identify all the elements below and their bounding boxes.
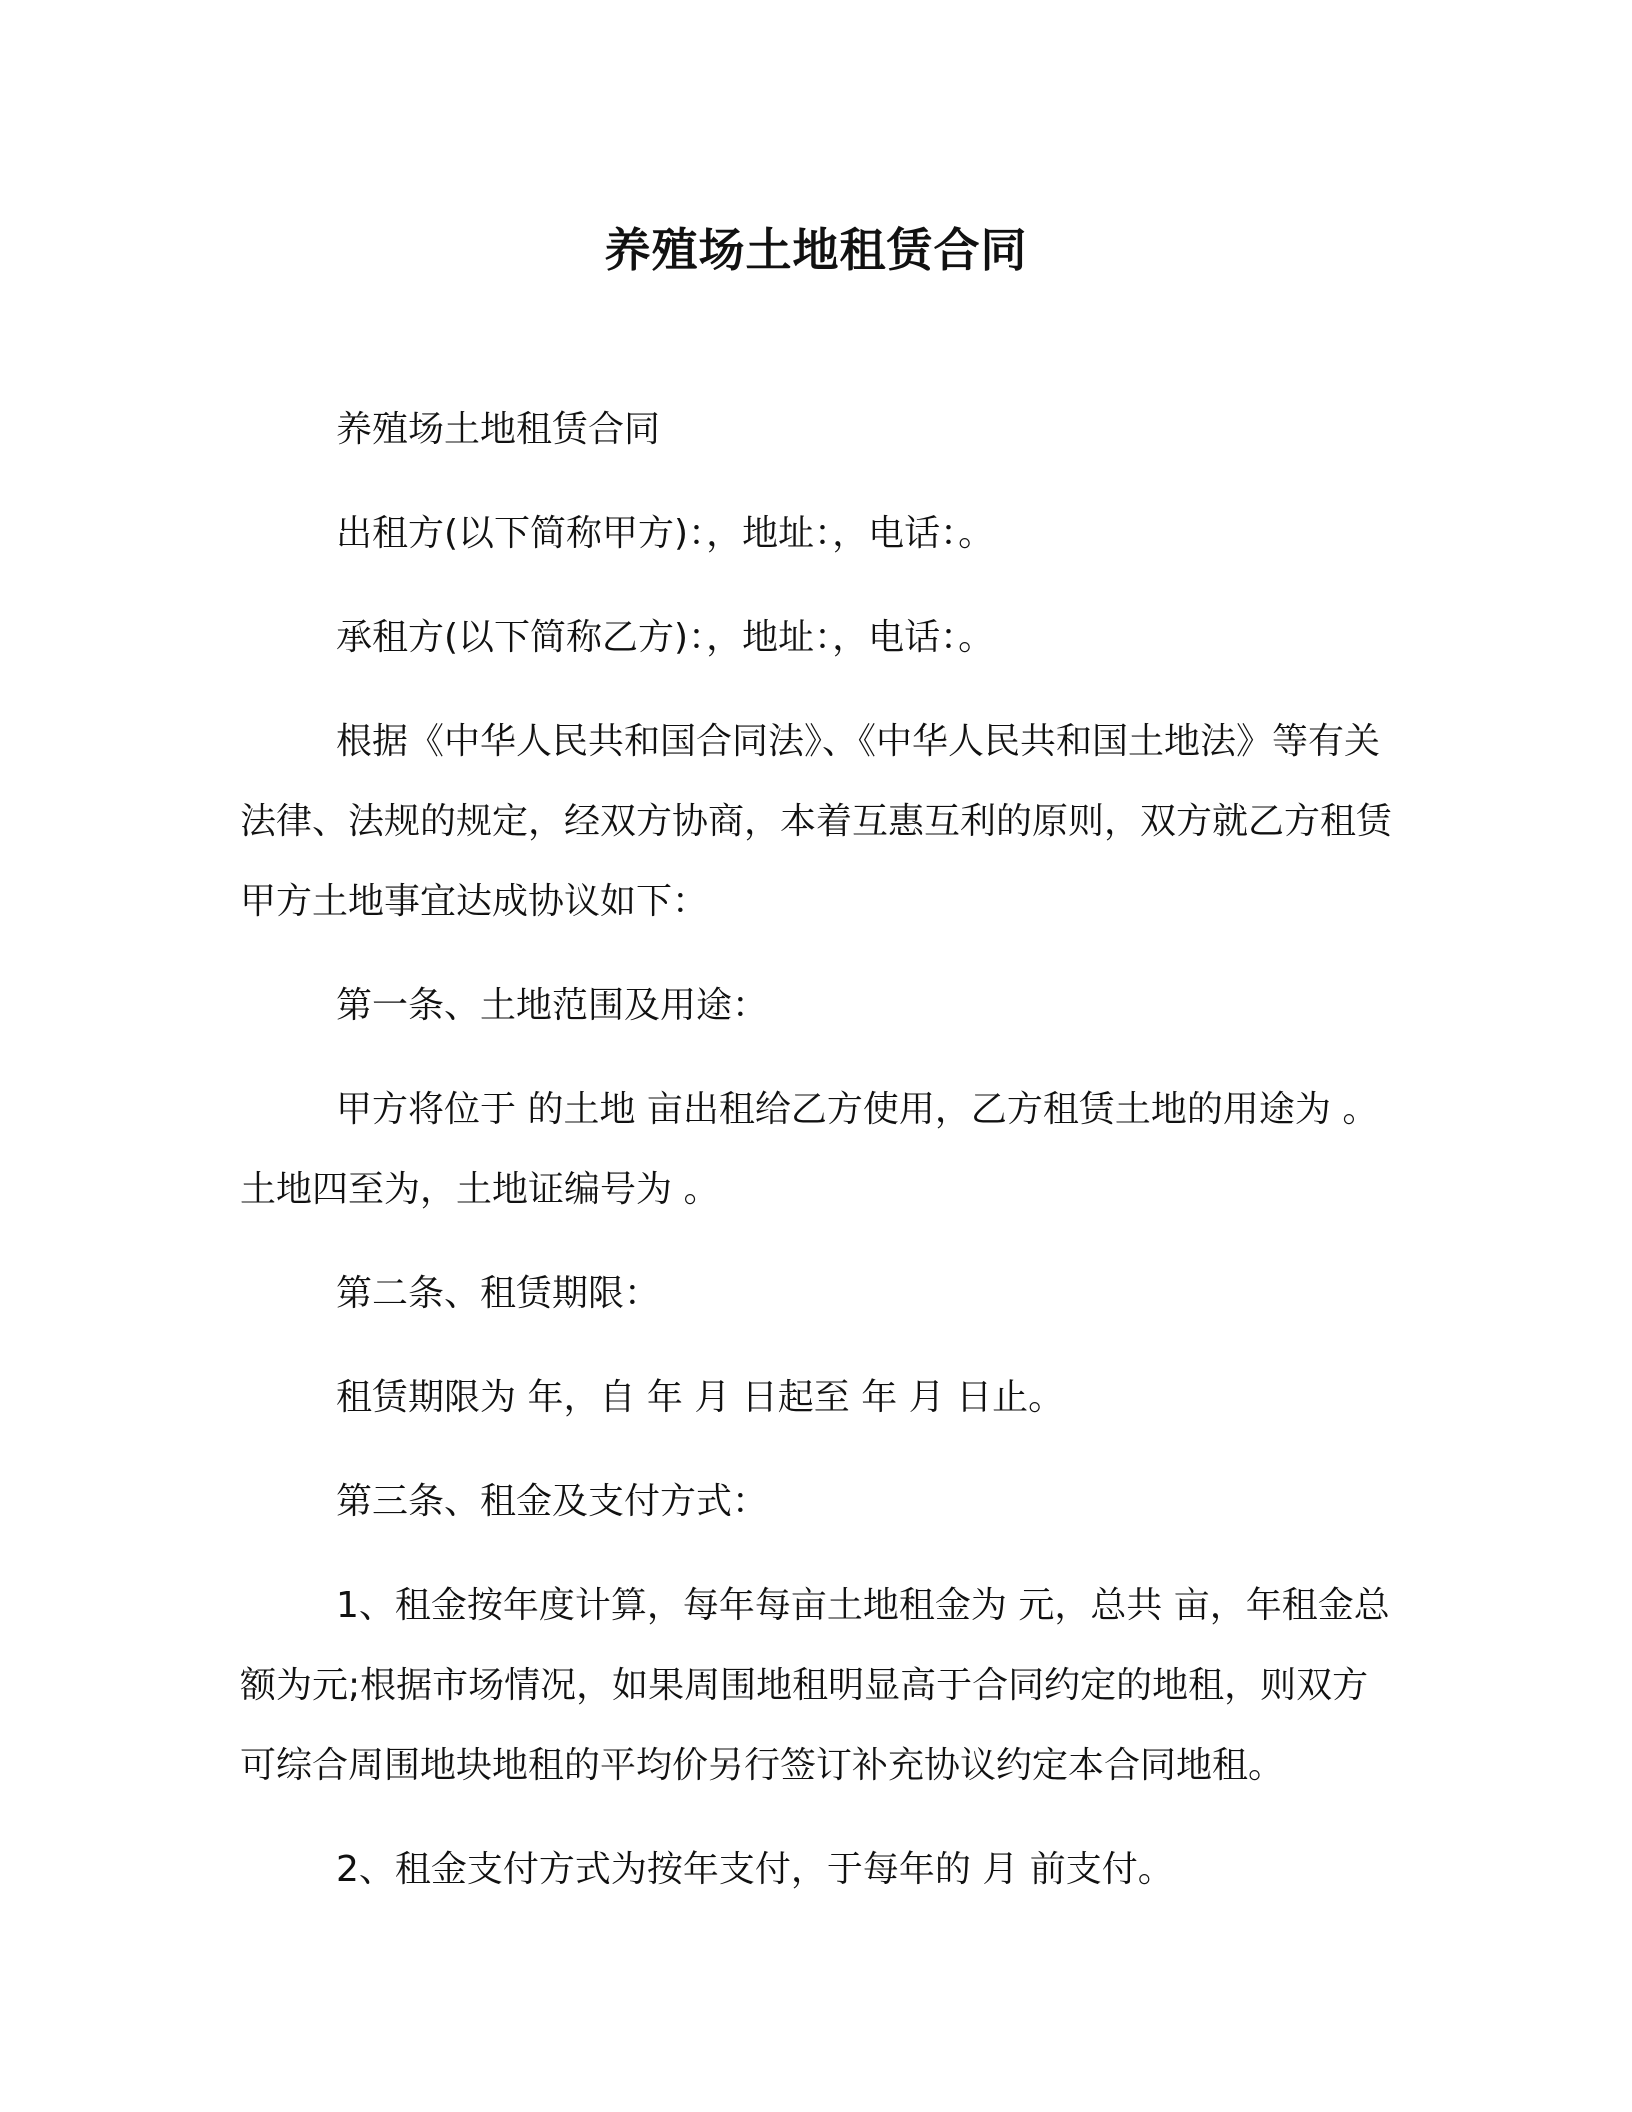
article-two-paragraph: 租赁期限为 年，自 年 月 日起至 年 月 日止。 — [336, 1377, 1065, 1418]
subtitle-paragraph: 养殖场土地租赁合同 — [336, 409, 661, 450]
article-one-heading: 第一条、土地范围及用途： — [336, 985, 769, 1026]
rent-calculation-paragraph: 1、租金按年度计算，每年每亩土地租金为 元，总共 亩，年租金总额为元;根据市场情况，如果周围地租明显高于合同约定的地租，则双方可综合周围地块地租的平均价另行签订补充协议约定本合同地租。 — [240, 1585, 1390, 1786]
lessor-paragraph: 出租方(以下简称甲方)：，地址：，电话：。 — [336, 513, 995, 554]
page-title: 养殖场土地租赁合同 — [604, 223, 1028, 277]
article-three-heading: 第三条、租金及支付方式： — [336, 1481, 769, 1522]
basis-paragraph: 根据《中华人民共和国合同法》、《中华人民共和国土地法》等有关法律、法规的规定，经双方协商，本着互惠互利的原则，双方就乙方租赁甲方土地事宜达成协议如下： — [240, 721, 1393, 922]
document-body — [240, 390, 1400, 1934]
article-two-heading: 第二条、租赁期限： — [336, 1273, 661, 1314]
lessee-paragraph: 承租方(以下简称乙方)：，地址：，电话：。 — [336, 617, 995, 658]
rent-payment-paragraph: 2、租金支付方式为按年支付，于每年的 月 前支付。 — [336, 1849, 1174, 1890]
article-one-paragraph: 甲方将位于 的土地 亩出租给乙方使用，乙方租赁土地的用途为 。土地四至为，土地证编号为 。 — [240, 1089, 1379, 1210]
